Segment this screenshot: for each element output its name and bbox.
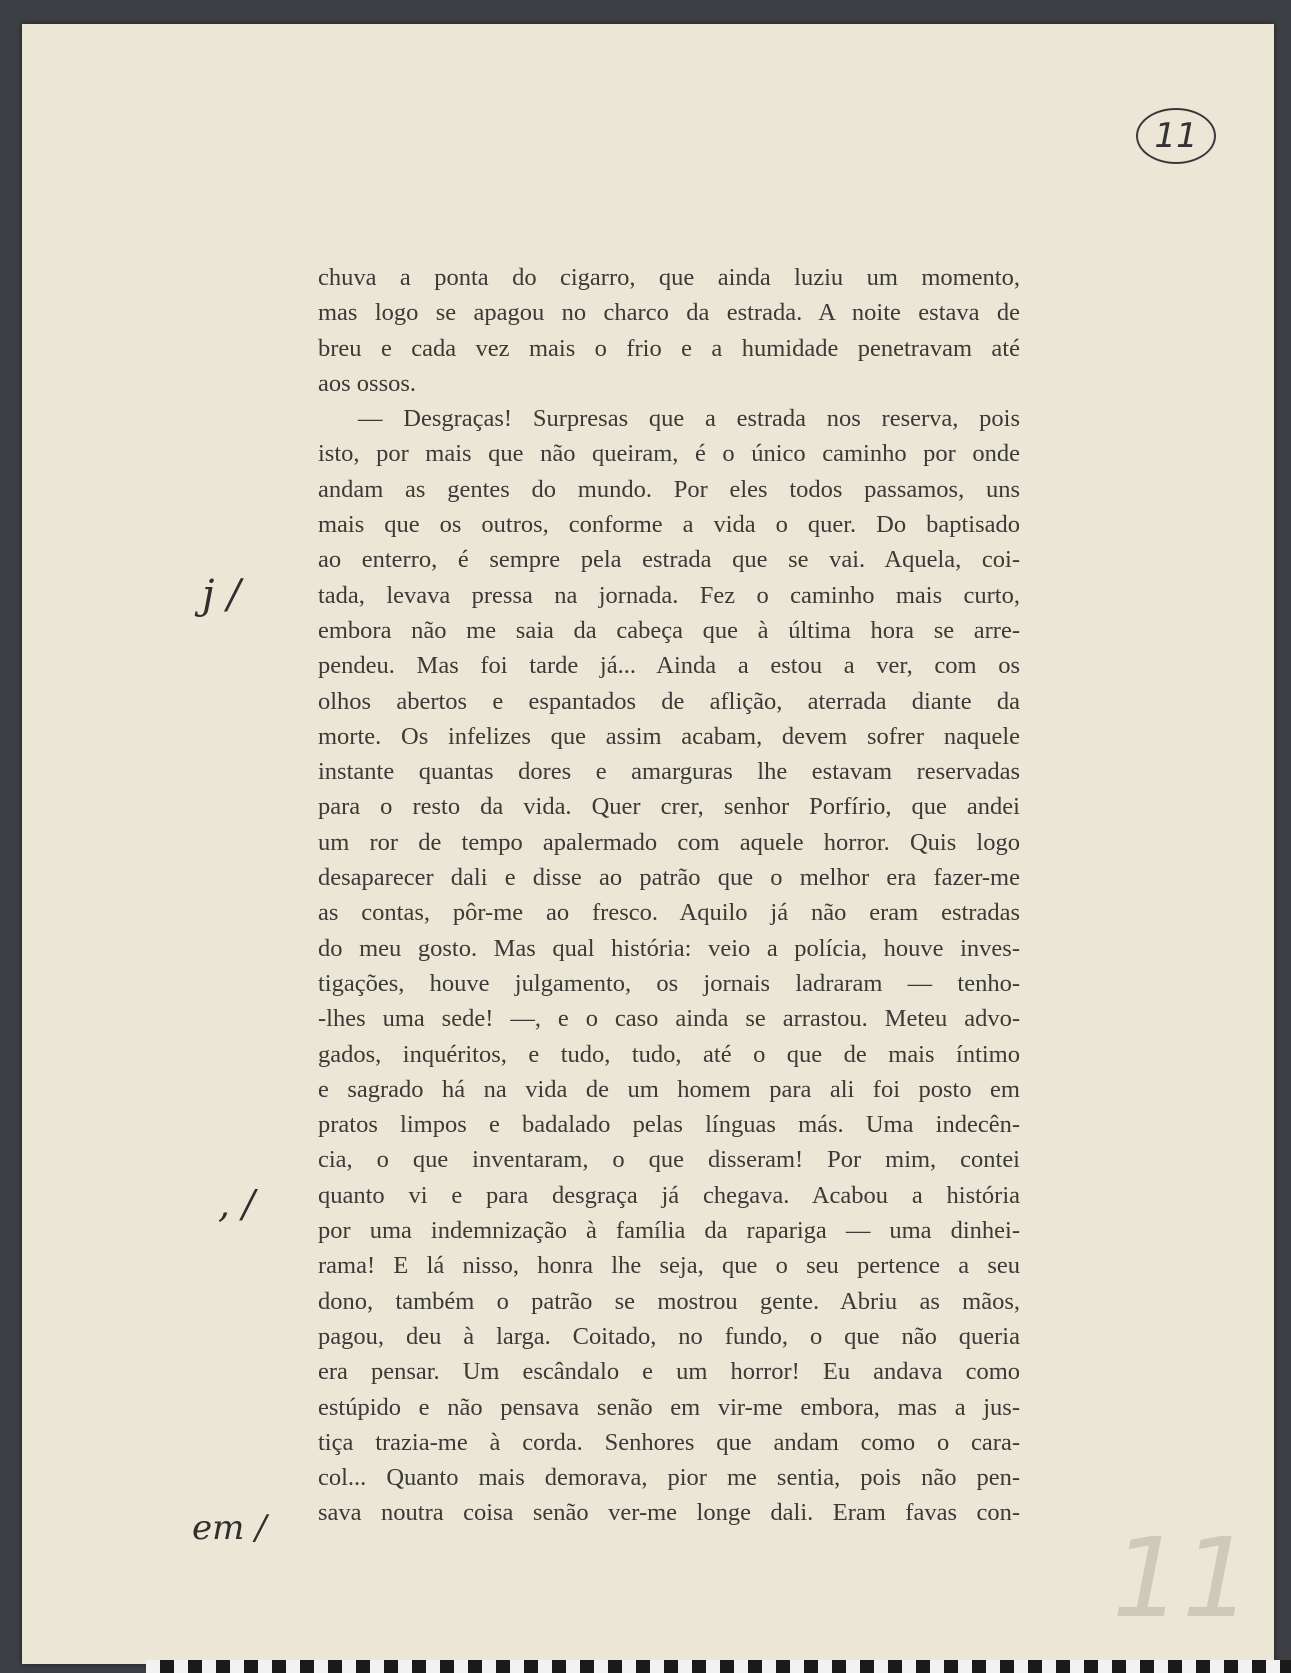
text-line: sava noutra coisa senão ver-me longe dali. Eram favas con- xyxy=(318,1499,1020,1527)
document-page xyxy=(22,24,1274,1664)
margin-note-em: em / xyxy=(192,1508,267,1548)
text-line: era pensar. Um escândalo e um horror! Eu andava como xyxy=(318,1358,1020,1386)
text-line: pratos limpos e badalado pelas línguas más. Uma indecên- xyxy=(318,1111,1020,1139)
text-line: embora não me saia da cabeça que à última hora se arre- xyxy=(318,616,1020,644)
text-line: tigações, houve julgamento, os jornais ladraram — tenho- xyxy=(318,969,1020,997)
text-line: isto, por mais que não queiram, é o único caminho por onde xyxy=(318,440,1020,468)
text-line: — Desgraças! Surpresas que a estrada nos reserva, pois xyxy=(358,405,1020,433)
text-line: mais que os outros, conforme a vida o quer. Do baptisado xyxy=(318,511,1020,539)
margin-note-comma: , / xyxy=(218,1182,255,1226)
text-line: morte. Os infelizes que assim acabam, devem sofrer naquele xyxy=(318,722,1020,750)
text-line: -lhes uma sede! —, e o caso ainda se arrastou. Meteu advo- xyxy=(318,1005,1020,1033)
text-line: dono, também o patrão se mostrou gente. Abriu as mãos, xyxy=(318,1287,1020,1315)
margin-note-j: j / xyxy=(202,572,241,618)
text-line: chuva a ponta do cigarro, que ainda luziu um momento, xyxy=(318,264,1020,291)
text-line: gados, inquéritos, e tudo, tudo, até o que de mais íntimo xyxy=(318,1040,1020,1068)
text-line: estúpido e não pensava senão em vir-me embora, mas a jus- xyxy=(318,1393,1020,1421)
text-line: instante quantas dores e amarguras lhe estavam reservadas xyxy=(318,758,1020,786)
text-line: desaparecer dali e disse ao patrão que o melhor era fazer-me xyxy=(318,864,1020,892)
text-line: mas logo se apagou no charco da estrada. A noite estava de xyxy=(318,299,1020,327)
text-line: ao enterro, é sempre pela estrada que se vai. Aquela, coi- xyxy=(318,546,1020,574)
text-line: um ror de tempo apalermado com aquele horror. Quis logo xyxy=(318,828,1020,856)
text-line: col... Quanto mais demorava, pior me sentia, pois não pen- xyxy=(318,1464,1020,1492)
text-line: pendeu. Mas foi tarde já... Ainda a estou a ver, com os xyxy=(318,652,1020,680)
scale-ruler xyxy=(146,1660,1291,1673)
pencil-page-mark: 11 xyxy=(1112,1514,1252,1642)
text-line: rama! E lá nisso, honra lhe seja, que o seu pertence a seu xyxy=(318,1252,1020,1280)
text-line: por uma indemnização à família da rapariga — uma dinhei- xyxy=(318,1217,1020,1245)
text-line: aos ossos. xyxy=(318,369,417,397)
page-number: 11 xyxy=(1136,108,1216,164)
text-line: tiça trazia-me à corda. Senhores que andam como o cara- xyxy=(318,1428,1020,1456)
text-line: e sagrado há na vida de um homem para ali foi posto em xyxy=(318,1075,1020,1103)
text-line: para o resto da vida. Quer crer, senhor Porfírio, que andei xyxy=(318,793,1020,821)
text-line: quanto vi e para desgraça já chegava. Acabou a história xyxy=(318,1181,1020,1209)
text-line: andam as gentes do mundo. Por eles todos passamos, uns xyxy=(318,475,1020,503)
text-line: olhos abertos e espantados de aflição, aterrada diante da xyxy=(318,687,1020,715)
text-line: cia, o que inventaram, o que disseram! Por mim, contei xyxy=(318,1146,1020,1174)
text-line: breu e cada vez mais o frio e a humidade penetravam até xyxy=(318,334,1020,362)
body-text xyxy=(318,260,1020,1531)
text-line: tada, levava pressa na jornada. Fez o caminho mais curto, xyxy=(318,581,1020,609)
text-line: do meu gosto. Mas qual história: veio a polícia, houve inves- xyxy=(318,934,1020,962)
text-line: pagou, deu à larga. Coitado, no fundo, o que não queria xyxy=(318,1322,1020,1350)
text-line: as contas, pôr-me ao fresco. Aquilo já não eram estradas xyxy=(318,899,1020,927)
